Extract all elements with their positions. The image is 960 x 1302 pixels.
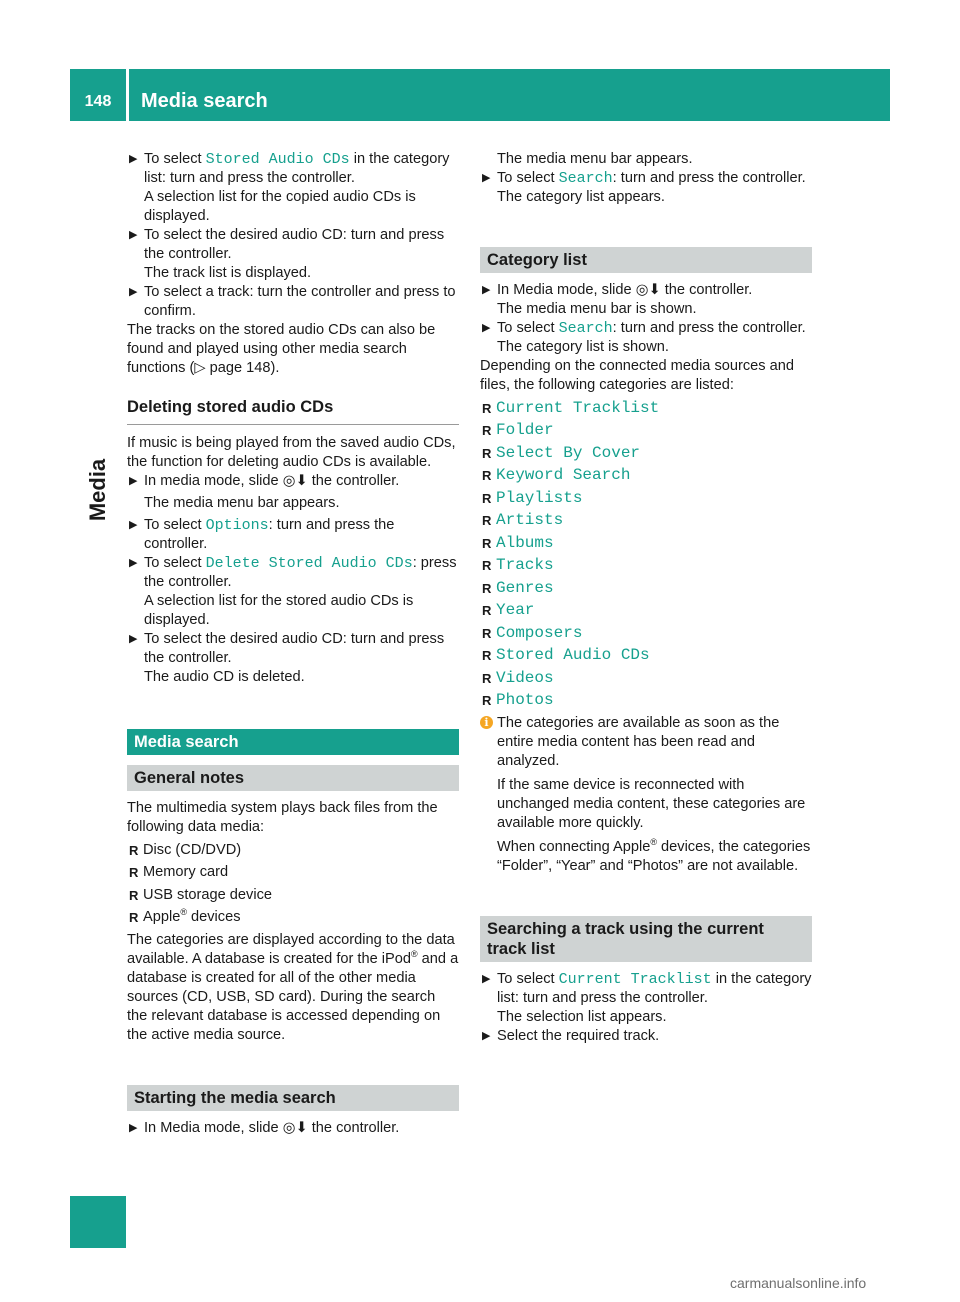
menu-term: Year — [496, 601, 535, 619]
section-heading: Starting the media search — [127, 1085, 459, 1111]
step-select-required-track: ▶ Select the required track. — [482, 1028, 660, 1044]
category-item — [480, 511, 812, 530]
menu-term: Artists — [496, 511, 564, 529]
list-item: R USB storage device — [129, 886, 272, 903]
right-column: The media menu bar appears. ▶ To select Search: turn and press the controller. The category list appears. Category list ▶ In Media mode, slide ◎⬇ the controller. The media menu bar is shown. ▶ To select Search: turn and press the controller. The category list is shown. Depending on the connected media sources and files, the following categories are listed: R Current Tracklist R Folder R Select By Cover R Keyword Search R Playlists R Artists R Albums R Tracks R Genres R Year R Composers R Stored Audio CDs R Videos R Photos i The categories are available as soon as the entire media content has been read and analyzed. If the same device is reconnected with unchanged media content, these categories are available more quickly. When connecting Apple® devices, the categories “Folder”, “Year” and “Photos” are not available. Searching a track using the current track list ▶ To select Current Tracklist in the category list: turn and press the controller. The selection list appears. ▶ Select the required track. — [480, 151, 812, 1044]
side-tab-marker — [70, 1196, 126, 1248]
menu-term: Search — [558, 320, 613, 337]
menu-term: Options — [205, 517, 269, 534]
paragraph: If music is being played from the saved audio CDs, the function for deleting audio CDs is available. — [127, 435, 456, 470]
step-arrow-icon: ▶ — [129, 633, 138, 645]
bullet-icon: R — [482, 625, 492, 641]
step-select-options: ▶ To select Options: turn and press the controller. — [129, 517, 395, 552]
paragraph: The tracks on the stored audio CDs can also be found and played using other media search functions (▷ page 148). — [127, 322, 436, 376]
bullet-icon: R — [482, 580, 492, 596]
step-arrow-icon: ▶ — [482, 172, 491, 184]
bullet-icon: R — [482, 468, 492, 483]
category-item — [480, 624, 812, 643]
info-icon: i — [480, 716, 493, 729]
step-arrow-icon: ▶ — [129, 153, 138, 165]
paragraph: The multimedia system plays back files from the following data media: — [127, 800, 438, 835]
step-arrow-icon: ▶ — [129, 557, 138, 569]
category-item — [480, 669, 812, 688]
side-tab-label: Media — [85, 458, 110, 522]
menu-term: Composers — [496, 623, 583, 642]
watermark: carmanualsonline.info — [730, 1275, 867, 1291]
section-heading: Searching a track using the current track list — [480, 916, 812, 962]
list-item: R Disc (CD/DVD) — [129, 841, 242, 858]
category-item — [480, 534, 812, 553]
step-select-current-tracklist: ▶ To select Current Tracklist in the category list: turn and press the controller. The selection list appears. — [482, 971, 812, 1025]
header-separator — [126, 69, 129, 121]
bullet-icon: R — [482, 670, 492, 686]
step-arrow-icon: ▶ — [129, 475, 138, 487]
page-reference[interactable]: ▷ page 148). — [194, 360, 280, 376]
bullet-icon: R — [482, 445, 492, 461]
left-column: ▶ To select Stored Audio CDs in the category list: turn and press the controller. A selection list for the copied audio CDs is displayed. ▶ To select the desired audio CD: turn and press the controller. The track list is displayed. ▶ To select a track: turn the controller and press to confirm. The tracks on the stored audio CDs can also be found and played using other media search functions (▷ page 148). Deleting stored audio CDs If music is being played from the saved audio CDs, the function for deleting audio CDs is available. ▶ In media mode, slide ◎⬇ the controller. The media menu bar appears. ▶ To select Options: turn and press the controller. ▶ To select Delete Stored Audio CDs: press the controller. A selection list for the stored audio CDs is displayed. ▶ To select the desired audio CD: turn and press the controller. The audio CD is deleted. Media search General notes The multimedia system plays back files from the following data media: R Disc (CD/DVD) R Memory card R USB storage device R Apple® devices The categories are displayed according to the data available. A database is created for the iPod® and a database is created for all of the other media sources (CD, USB, SD card). During the search the relevant database is accessed depending on the active media source. Starting the media search ▶ In Media mode, slide ◎⬇ the controller. — [127, 151, 459, 1136]
category-item — [480, 691, 812, 710]
step-arrow-icon: ▶ — [129, 1121, 138, 1134]
category-item — [480, 421, 812, 440]
section-heading: Deleting stored audio CDs — [127, 398, 459, 425]
menu-term: Current Tracklist — [558, 971, 712, 988]
menu-term: Tracks — [496, 556, 554, 574]
step-arrow-icon: ▶ — [482, 284, 491, 296]
page-number: 148 — [84, 93, 112, 110]
category-item — [480, 444, 812, 463]
category-item — [480, 601, 812, 620]
step-select-search: ▶ To select Search: turn and press the controller. The category list is shown. — [482, 320, 806, 355]
list-item: R Memory card — [129, 864, 229, 880]
menu-term: Keyword Search — [496, 466, 631, 484]
bullet-icon: R — [482, 558, 492, 573]
bullet-icon: R — [482, 693, 492, 708]
menu-term: Photos — [496, 691, 554, 709]
menu-term: Albums — [496, 533, 554, 552]
menu-term: Genres — [496, 578, 554, 597]
paragraph: Depending on the connected media sources and files, the following categories are listed: — [480, 358, 794, 393]
bullet-icon: R — [482, 603, 492, 618]
step-arrow-icon: ▶ — [129, 229, 138, 241]
chapter-heading: Media search — [127, 729, 459, 755]
controller-slide-icon: ◎⬇ — [282, 473, 308, 489]
menu-term: Delete Stored Audio CDs — [205, 555, 413, 572]
step-arrow-icon: ▶ — [129, 519, 138, 531]
header-title: Media search — [141, 90, 268, 112]
step-start-search: ▶ In Media mode, slide ◎⬇ the controller. — [129, 1119, 400, 1136]
bullet-icon: R — [482, 400, 492, 416]
step-select-search: ▶ To select Search: turn and press the controller. The category list appears. — [482, 170, 806, 205]
section-heading: General notes — [127, 765, 459, 791]
step-slide-controller: ▶ In Media mode, slide ◎⬇ the controller. The media menu bar is shown. — [482, 282, 753, 317]
category-item — [480, 399, 812, 418]
bullet-icon: R — [482, 423, 492, 438]
step-arrow-icon: ▶ — [482, 1030, 491, 1042]
info-note: i The categories are available as soon as the entire media content has been read and analyzed. If the same device is reconnected with unchanged media content, these categories are available more quickly. When connecting Apple® devices, the categories “Folder”, “Year” and “Photos” are not available. — [480, 714, 812, 876]
step-slide-controller: ▶ In media mode, slide ◎⬇ the controller. — [129, 473, 400, 489]
menu-term: Stored Audio CDs — [205, 151, 350, 168]
bullet-icon: R — [482, 490, 492, 506]
category-item — [480, 556, 812, 575]
menu-term: Search — [558, 170, 613, 187]
step-select-track: ▶ To select a track: turn the controller and press to confirm. — [129, 284, 456, 319]
category-item — [480, 466, 812, 485]
bullet-icon: R — [482, 513, 492, 528]
menu-term: Select By Cover — [496, 443, 641, 462]
category-item — [480, 646, 812, 665]
step-delete-cds: ▶ To select Delete Stored Audio CDs: press the controller. A selection list for the stored audio CDs is displayed. — [129, 555, 457, 628]
menu-term: Videos — [496, 668, 554, 687]
menu-term: Playlists — [496, 488, 583, 507]
category-list — [480, 399, 812, 711]
category-item — [480, 489, 812, 508]
step-delete-select-cd: ▶ To select the desired audio CD: turn and press the controller. The audio CD is deleted. — [129, 631, 445, 685]
category-item — [480, 579, 812, 598]
step-arrow-icon: ▶ — [482, 973, 491, 985]
bullet-icon: R — [482, 648, 492, 663]
menu-term: Stored Audio CDs — [496, 646, 650, 664]
step-select-cd: ▶ To select the desired audio CD: turn and press the controller. The track list is displayed. — [129, 227, 445, 281]
menu-term: Folder — [496, 421, 554, 439]
step-arrow-icon: ▶ — [482, 322, 491, 334]
list-item: R Apple® devices — [129, 907, 241, 925]
bullet-icon: R — [482, 535, 492, 551]
controller-slide-icon: ◎⬇ — [282, 1119, 308, 1136]
menu-term: Current Tracklist — [496, 398, 660, 417]
controller-slide-icon: ◎⬇ — [635, 282, 661, 298]
step-arrow-icon: ▶ — [129, 286, 138, 298]
step-select-stored-cds: ▶ To select Stored Audio CDs in the category list: turn and press the controller. A selection list for the copied audio CDs is displayed. — [129, 151, 450, 224]
paragraph: The categories are displayed according to the data available. A database is created for the iPod® and a database is created for all of the other media sources (CD, USB, SD card). During the search the relevant database is accessed depending on the active media source. — [127, 931, 459, 1043]
section-heading: Category list — [480, 247, 812, 273]
